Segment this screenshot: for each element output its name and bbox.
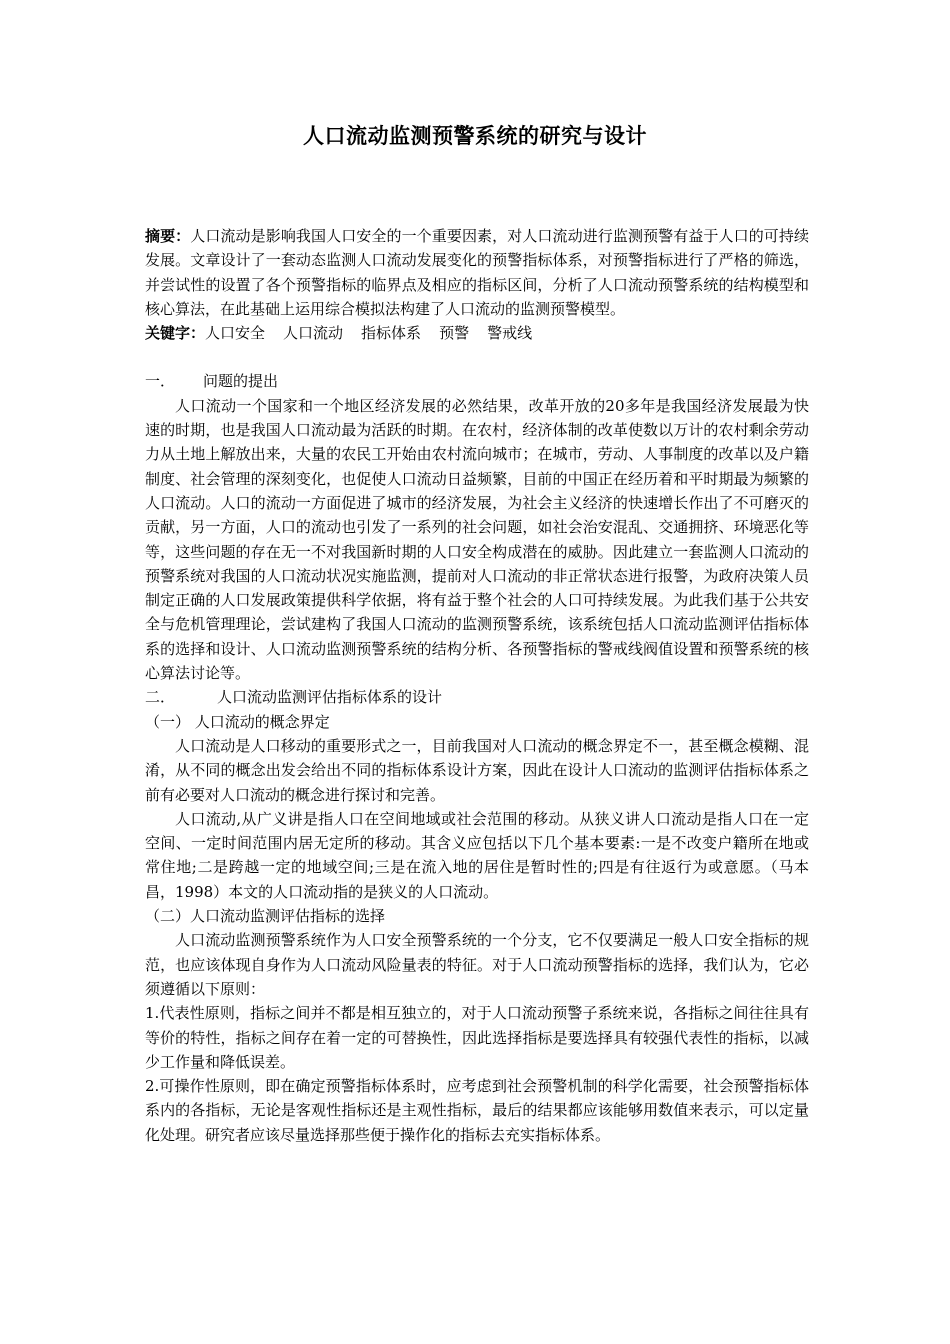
keywords-label: 关键字： [145,324,206,343]
section-title: 问题的提出 [203,372,279,391]
keyword-item: 人口流动 [283,324,344,343]
section-heading [145,369,809,393]
section-paragraph: 人口流动一个国家和一个地区经济发展的必然结果，改革开放的20多年是我国经济发展最为快速的时期，也是我国人口流动最为活跃的时期。在农村，经济体制的改革使数以万计的农村剩余劳动力从土地上解放出来，大量的农民工开始由农村流向城市；在城市，劳动、人事制度的改革以及户籍制度、社会管理的深刻变化，也促使人口流动日益频繁，目前的中国正在经历着和平时期最为频繁的人口流动。人口的流动一方面促进了城市的经济发展，为社会主义经济的快速增长作出了不可磨灭的贡献，另一方面，人口的流动也引发了一系列的社会问题，如社会治安混乱、交通拥挤、环境恶化等等，这些问题的存在无一不对我国新时期的人口安全构成潜在的威胁。因此建立一套监测人口流动的预警系统对我国的人口流动状况实施监测，提前对人口流动的非正常状态进行报警，为政府决策人员制定正确的人口发展政策提供科学依据，将有益于整个社会的人口可持续发展。为此我们基于公共安全与危机管理理论，尝试建构了我国人口流动的监测预警系统，该系统包括人口流动监测评估指标体系的选择和设计、人口流动监测预警系统的结构分析、各预警指标的警戒线阀值设置和预警系统的核心算法讨论等。 [145,396,809,683]
section-heading [145,685,809,709]
keyword-item: 指标体系 [361,324,422,343]
spacer [145,345,809,369]
subsection-heading: （二）人口流动监测评估指标的选择 [145,907,386,926]
abstract-paragraph [145,224,809,321]
subsection-paragraph: 人口流动,从广义讲是指人口在空间地域或社会范围的移动。从狭义讲人口流动是指人口在一定空间、一定时间范围内居无定所的移动。其含义应包括以下几个基本要素:一是不改变户籍所在地或常住地;二是跨越一定的地域空间;三是在流入地的居住是暂时性的;四是有往返行为或意愿。（马本昌，1998）本文的人口流动指的是狭义的人口流动。 [145,809,809,901]
keywords-line [145,321,809,345]
section-number: 一． [145,372,176,391]
keyword-item: 警戒线 [487,324,533,343]
section-number: 二． [145,688,176,707]
subsection-paragraph: 人口流动是人口移动的重要形式之一，目前我国对人口流动的概念界定不一，甚至概念模糊、混淆，从不同的概念出发会给出不同的指标体系设计方案，因此在设计人口流动的监测评估指标体系之前有必要对人口流动的概念进行探讨和完善。 [145,736,809,804]
document-body [145,224,809,1147]
keyword-item: 人口安全 [205,324,266,343]
document-title: 人口流动监测预警系统的研究与设计 [303,123,647,148]
subsection-paragraph: 人口流动监测预警系统作为人口安全预警系统的一个分支，它不仅要满足一般人口安全指标的规范，也应该体现自身作为人口流动风险量表的特征。对于人口流动预警指标的选择，我们认为，它必须遵循以下原则： [145,931,809,998]
abstract-text: 人口流动是影响我国人口安全的一个重要因素，对人口流动进行监测预警有益于人口的可持续发展。文章设计了一套动态监测人口流动发展变化的预警指标体系，对预警指标进行了严格的筛选，并尝试性的设置了各个预警指标的临界点及相应的指标区间，分析了人口流动预警系统的结构模型和核心算法，在此基础上运用综合模拟法构建了人口流动的监测预警模型。 [145,227,809,318]
principle-item: 2.可操作性原则，即在确定预警指标体系时，应考虑到社会预警机制的科学化需要，社会预警指标体系内的各指标，无论是客观性指标还是主观性指标，最后的结果都应该能够用数值来表示，可以定量化处理。研究者应该尽量选择那些便于操作化的指标去充实指标体系。 [145,1077,809,1144]
section-title: 人口流动监测评估指标体系的设计 [217,688,443,707]
abstract-label: 摘要： [145,227,191,245]
subsection-heading: （一） 人口流动的概念界定 [145,712,330,731]
principle-item: 1.代表性原则，指标之间并不都是相互独立的，对于人口流动预警子系统来说，各指标之间往往具有等价的特性，指标之间存在着一定的可替换性，因此选择指标是要选择具有较强代表性的指标，以减少工作量和降低误差。 [145,1004,809,1071]
keyword-item: 预警 [439,324,470,343]
